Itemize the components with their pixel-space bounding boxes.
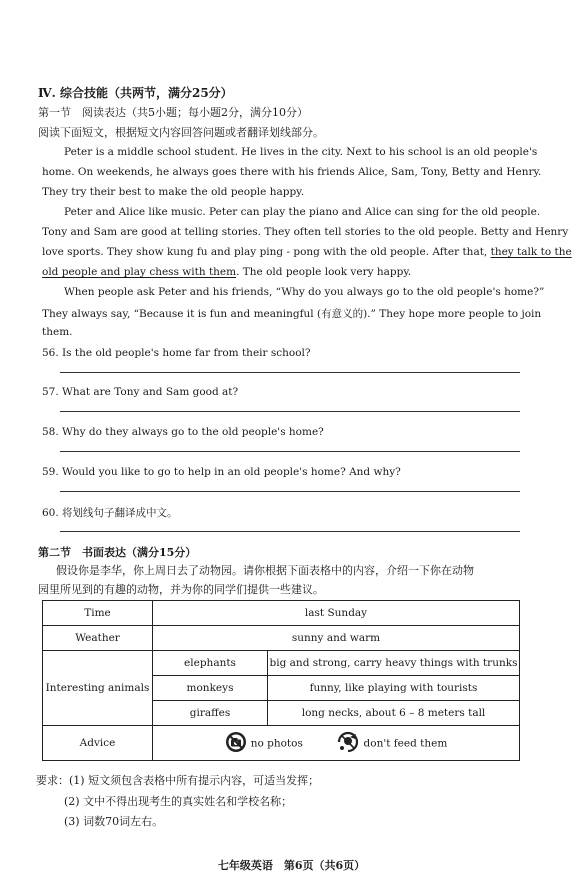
- requirements-label: 要求：: [36, 774, 69, 787]
- answer-line-59[interactable]: [60, 491, 520, 492]
- writing-prompt-table: [42, 600, 520, 761]
- passage-line: [42, 266, 411, 278]
- animal-name: giraffes: [153, 701, 268, 726]
- table-row: [43, 626, 520, 651]
- answer-line-60[interactable]: [60, 531, 520, 532]
- question-60: 60. 将划线句子翻译成中文。: [42, 507, 178, 519]
- passage-line: Peter is a middle school student. He lives in the city. Next to his school is an old people's: [64, 146, 538, 158]
- animal-desc: long necks, about 6 – 8 meters tall: [268, 701, 520, 726]
- passage-line: home. On weekends, he always goes there with his friends Alice, Sam, Tony, Betty and Henry.: [42, 166, 542, 178]
- question-57: 57. What are Tony and Sam good at?: [42, 386, 239, 398]
- table-row: [43, 726, 520, 761]
- requirement-item: (3) 词数70词左右。: [64, 815, 164, 828]
- answer-line-56[interactable]: [60, 372, 520, 373]
- time-label: Time: [43, 601, 153, 626]
- animal-desc: funny, like playing with tourists: [268, 676, 520, 701]
- passage-line: Peter and Alice like music. Peter can play the piano and Alice can sing for the old people.: [64, 206, 541, 218]
- question-59: 59. Would you like to go to help in an old people's home? And why?: [42, 466, 401, 478]
- passage-line: They always say, “Because it is fun and meaningful (有意义的).” They hope more people to join: [42, 308, 542, 320]
- question-58: 58. Why do they always go to the old people's home?: [42, 426, 324, 438]
- part2-prompt-line: 假设你是李华，你上周日去了动物园。请你根据下面表格中的内容，介绍一下你在动物: [56, 564, 474, 577]
- time-value: last Sunday: [153, 601, 520, 626]
- table-row: [43, 651, 520, 676]
- animals-label: Interesting animals: [43, 651, 153, 726]
- advice-label: Advice: [43, 726, 153, 761]
- passage-text: love sports. They show kung fu and play ping - pong with the old people. After that,: [42, 246, 491, 258]
- requirement-item: (1) 短文须包含表格中所有提示内容，可适当发挥；: [69, 774, 320, 787]
- no-feeding-icon: [336, 731, 360, 756]
- advice-value: [153, 726, 520, 761]
- passage-line: them.: [42, 326, 73, 338]
- animal-name: monkeys: [153, 676, 268, 701]
- underlined-sentence: they talk to the: [490, 246, 572, 258]
- passage-text: . The old people look very happy.: [236, 266, 412, 278]
- answer-line-57[interactable]: [60, 411, 520, 412]
- passage-line: They try their best to make the old people happy.: [42, 186, 305, 198]
- passage-line: [42, 246, 572, 258]
- part2-title: 第二节 书面表达（满分15分）: [38, 546, 197, 559]
- page-footer: 七年级英语 第6页（共6页）: [217, 859, 366, 872]
- advice-no-feeding: don't feed them: [363, 737, 448, 749]
- requirement-item: (2) 文中不得出现考生的真实姓名和学校名称；: [64, 795, 293, 808]
- weather-value: sunny and warm: [153, 626, 520, 651]
- part1-instruction: 阅读下面短文，根据短文内容回答问题或者翻译划线部分。: [38, 126, 324, 139]
- passage-line: Tony and Sam are good at telling stories. They often tell stories to the old people. Betty and Henry: [42, 226, 569, 238]
- advice-no-photos: no photos: [250, 737, 303, 749]
- requirements-line: [36, 772, 319, 788]
- underlined-sentence: old people and play chess with them: [42, 266, 237, 278]
- no-camera-icon: [225, 731, 247, 756]
- part1-title: 第一节 阅读表达（共5小题；每小题2分，满分10分）: [38, 106, 308, 119]
- animal-name: elephants: [153, 651, 268, 676]
- section-header: Ⅳ. 综合技能（共两节，满分25分）: [38, 86, 233, 100]
- question-56: 56. Is the old people's home far from their school?: [42, 347, 311, 359]
- weather-label: Weather: [43, 626, 153, 651]
- table-row: [43, 601, 520, 626]
- animal-desc: big and strong, carry heavy things with trunks: [268, 651, 520, 676]
- passage-line: When people ask Peter and his friends, “Why do you always go to the old people's home?”: [64, 286, 545, 298]
- answer-line-58[interactable]: [60, 451, 520, 452]
- part2-prompt-line: 园里所见到的有趣的动物，并为你的同学们提供一些建议。: [38, 583, 324, 596]
